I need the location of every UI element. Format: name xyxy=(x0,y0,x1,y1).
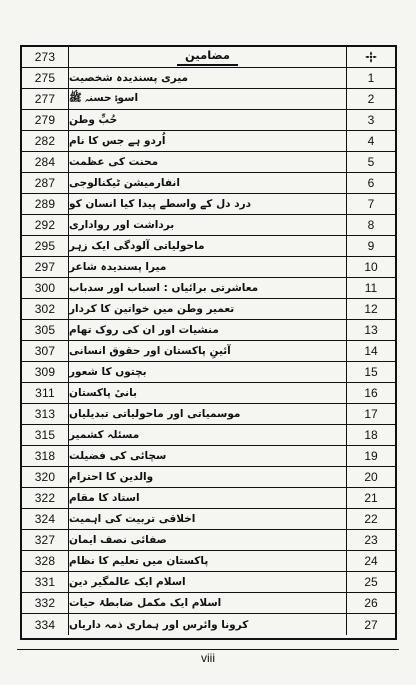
chapter-number: 20 xyxy=(364,470,378,484)
chapter-number: 1 xyxy=(367,71,375,85)
page-number: 315 xyxy=(22,425,69,445)
chapter-number: 24 xyxy=(364,554,378,568)
chapter-title: ماحولیاتی آلودگی ایک زہر xyxy=(69,236,347,256)
page-number: 311 xyxy=(22,383,69,403)
table-row xyxy=(22,425,395,446)
chapter-title: اُردو ہے جس کا نام xyxy=(69,131,347,151)
table-row xyxy=(22,362,395,383)
chapter-title: استاد کا مقام xyxy=(69,488,347,508)
table-row xyxy=(22,320,395,341)
page-number: 277 xyxy=(22,89,69,109)
chapter-number: 11 xyxy=(364,281,378,295)
chapter-number: 10 xyxy=(364,260,378,274)
page-number: 324 xyxy=(22,509,69,529)
table-row xyxy=(22,173,395,194)
contents-heading-cell xyxy=(69,47,347,67)
chapter-title: والدین کا احترام xyxy=(69,467,347,487)
page-number: 305 xyxy=(22,320,69,340)
table-row xyxy=(22,383,395,404)
table-row xyxy=(22,299,395,320)
page-number: 313 xyxy=(22,404,69,424)
chapter-title: موسمیاتی اور ماحولیاتی تبدیلیاں xyxy=(69,404,347,424)
page-number: 275 xyxy=(22,68,69,88)
table-row xyxy=(22,110,395,131)
chapter-title: سچائی کی فضیلت xyxy=(69,446,347,466)
table-row xyxy=(22,509,395,530)
chapter-title: تعمیر وطن میں خواتین کا کردار xyxy=(69,299,347,319)
chapter-title: محنت کی عظمت xyxy=(69,152,347,172)
chapter-number: 19 xyxy=(364,449,378,463)
chapter-number: 15 xyxy=(364,365,378,379)
page-number: 292 xyxy=(22,215,69,235)
page-number: 302 xyxy=(22,299,69,319)
header-ornament-cell xyxy=(347,47,395,67)
chapter-number: 22 xyxy=(364,512,378,526)
table-row xyxy=(22,593,395,614)
page-number: 295 xyxy=(22,236,69,256)
page-footer-number: viii xyxy=(201,651,215,665)
contents-header-row xyxy=(22,47,395,68)
chapter-title: درد دل کے واسطے پیدا کیا انسان کو xyxy=(69,194,347,214)
table-row xyxy=(22,152,395,173)
table-row xyxy=(22,614,395,635)
chapter-title: میری پسندیدہ شخصیت xyxy=(69,68,347,88)
chapter-number: 16 xyxy=(364,386,378,400)
page-number: 322 xyxy=(22,488,69,508)
chapter-title: معاشرتی برائیاں : اسباب اور سدباب xyxy=(69,278,347,298)
page-number: 279 xyxy=(22,110,69,130)
table-row xyxy=(22,68,395,89)
chapter-title: میرا پسندیدہ شاعر xyxy=(69,257,347,277)
page-number: 327 xyxy=(22,530,69,550)
table-row xyxy=(22,341,395,362)
table-row xyxy=(22,488,395,509)
chapter-title: اسلام ایک مکمل ضابطۂ حیات xyxy=(69,593,347,613)
page-number: 289 xyxy=(22,194,69,214)
page-number: 282 xyxy=(22,131,69,151)
chapter-title: صفائی نصف ایمان xyxy=(69,530,347,550)
chapter-title: پاکستان میں تعلیم کا نظام xyxy=(69,551,347,571)
chapter-number: 7 xyxy=(367,197,375,211)
chapter-number: 14 xyxy=(364,344,378,358)
table-row xyxy=(22,236,395,257)
chapter-number: 26 xyxy=(364,596,378,610)
page-number: 307 xyxy=(22,341,69,361)
page-number: 334 xyxy=(22,614,69,635)
chapter-title: آئینِ پاکستان اور حقوق انسانی xyxy=(69,341,347,361)
chapter-number: 5 xyxy=(367,155,375,169)
page-number-cell: 273 xyxy=(22,47,69,67)
chapter-number: 23 xyxy=(364,533,378,547)
chapter-number: 13 xyxy=(364,323,378,337)
table-row xyxy=(22,446,395,467)
chapter-number: 3 xyxy=(367,113,375,127)
chapter-title: منشیات اور ان کی روک تھام xyxy=(69,320,347,340)
chapter-title: اسوۂ حسنہ ﷺ xyxy=(69,89,347,109)
chapter-number: 21 xyxy=(364,491,378,505)
table-row xyxy=(22,194,395,215)
page-number: 332 xyxy=(22,593,69,613)
page-number: 287 xyxy=(22,173,69,193)
chapter-number: 8 xyxy=(367,218,375,232)
table-row xyxy=(22,278,395,299)
chapter-number: 25 xyxy=(364,575,378,589)
page-number: 318 xyxy=(22,446,69,466)
chapter-number: 4 xyxy=(367,134,375,148)
table-row xyxy=(22,467,395,488)
table-row xyxy=(22,89,395,110)
page-number: 328 xyxy=(22,551,69,571)
table-row xyxy=(22,131,395,152)
footer-rule xyxy=(17,649,399,650)
page-number: 331 xyxy=(22,572,69,592)
page-number: 320 xyxy=(22,467,69,487)
chapter-number: 9 xyxy=(367,239,375,253)
table-row xyxy=(22,551,395,572)
chapter-number: 12 xyxy=(364,302,378,316)
page-number: 309 xyxy=(22,362,69,382)
contents-table xyxy=(20,45,397,640)
page-number: 284 xyxy=(22,152,69,172)
chapter-number: 27 xyxy=(364,617,378,632)
chapter-number: 6 xyxy=(367,176,375,190)
chapter-title: حُبِّ وطن xyxy=(69,110,347,130)
chapter-title: کرونا وائرس اور ہماری ذمہ داریاں xyxy=(69,614,347,635)
table-row xyxy=(22,404,395,425)
table-row xyxy=(22,530,395,551)
table-row xyxy=(22,257,395,278)
chapter-title: برداشت اور رواداری xyxy=(69,215,347,235)
table-row xyxy=(22,215,395,236)
chapter-number: 17 xyxy=(364,407,378,421)
chapter-title: مسئلہ کشمیر xyxy=(69,425,347,445)
chapter-title: بچتوں کا شعور xyxy=(69,362,347,382)
cross-ornament-icon xyxy=(364,50,378,64)
chapter-number: 2 xyxy=(367,92,375,106)
chapter-title: اخلاقی تربیت کی اہمیت xyxy=(69,509,347,529)
chapter-title: انفارمیشن ٹیکنالوجی xyxy=(69,173,347,193)
page-number: 297 xyxy=(22,257,69,277)
chapter-number: 18 xyxy=(364,428,378,442)
chapter-title: اسلام ایک عالمگیر دین xyxy=(69,572,347,592)
table-row xyxy=(22,572,395,593)
chapter-title: بانیٔ پاکستان xyxy=(69,383,347,403)
page-number: 300 xyxy=(22,278,69,298)
contents-heading: مضامین xyxy=(177,48,238,66)
